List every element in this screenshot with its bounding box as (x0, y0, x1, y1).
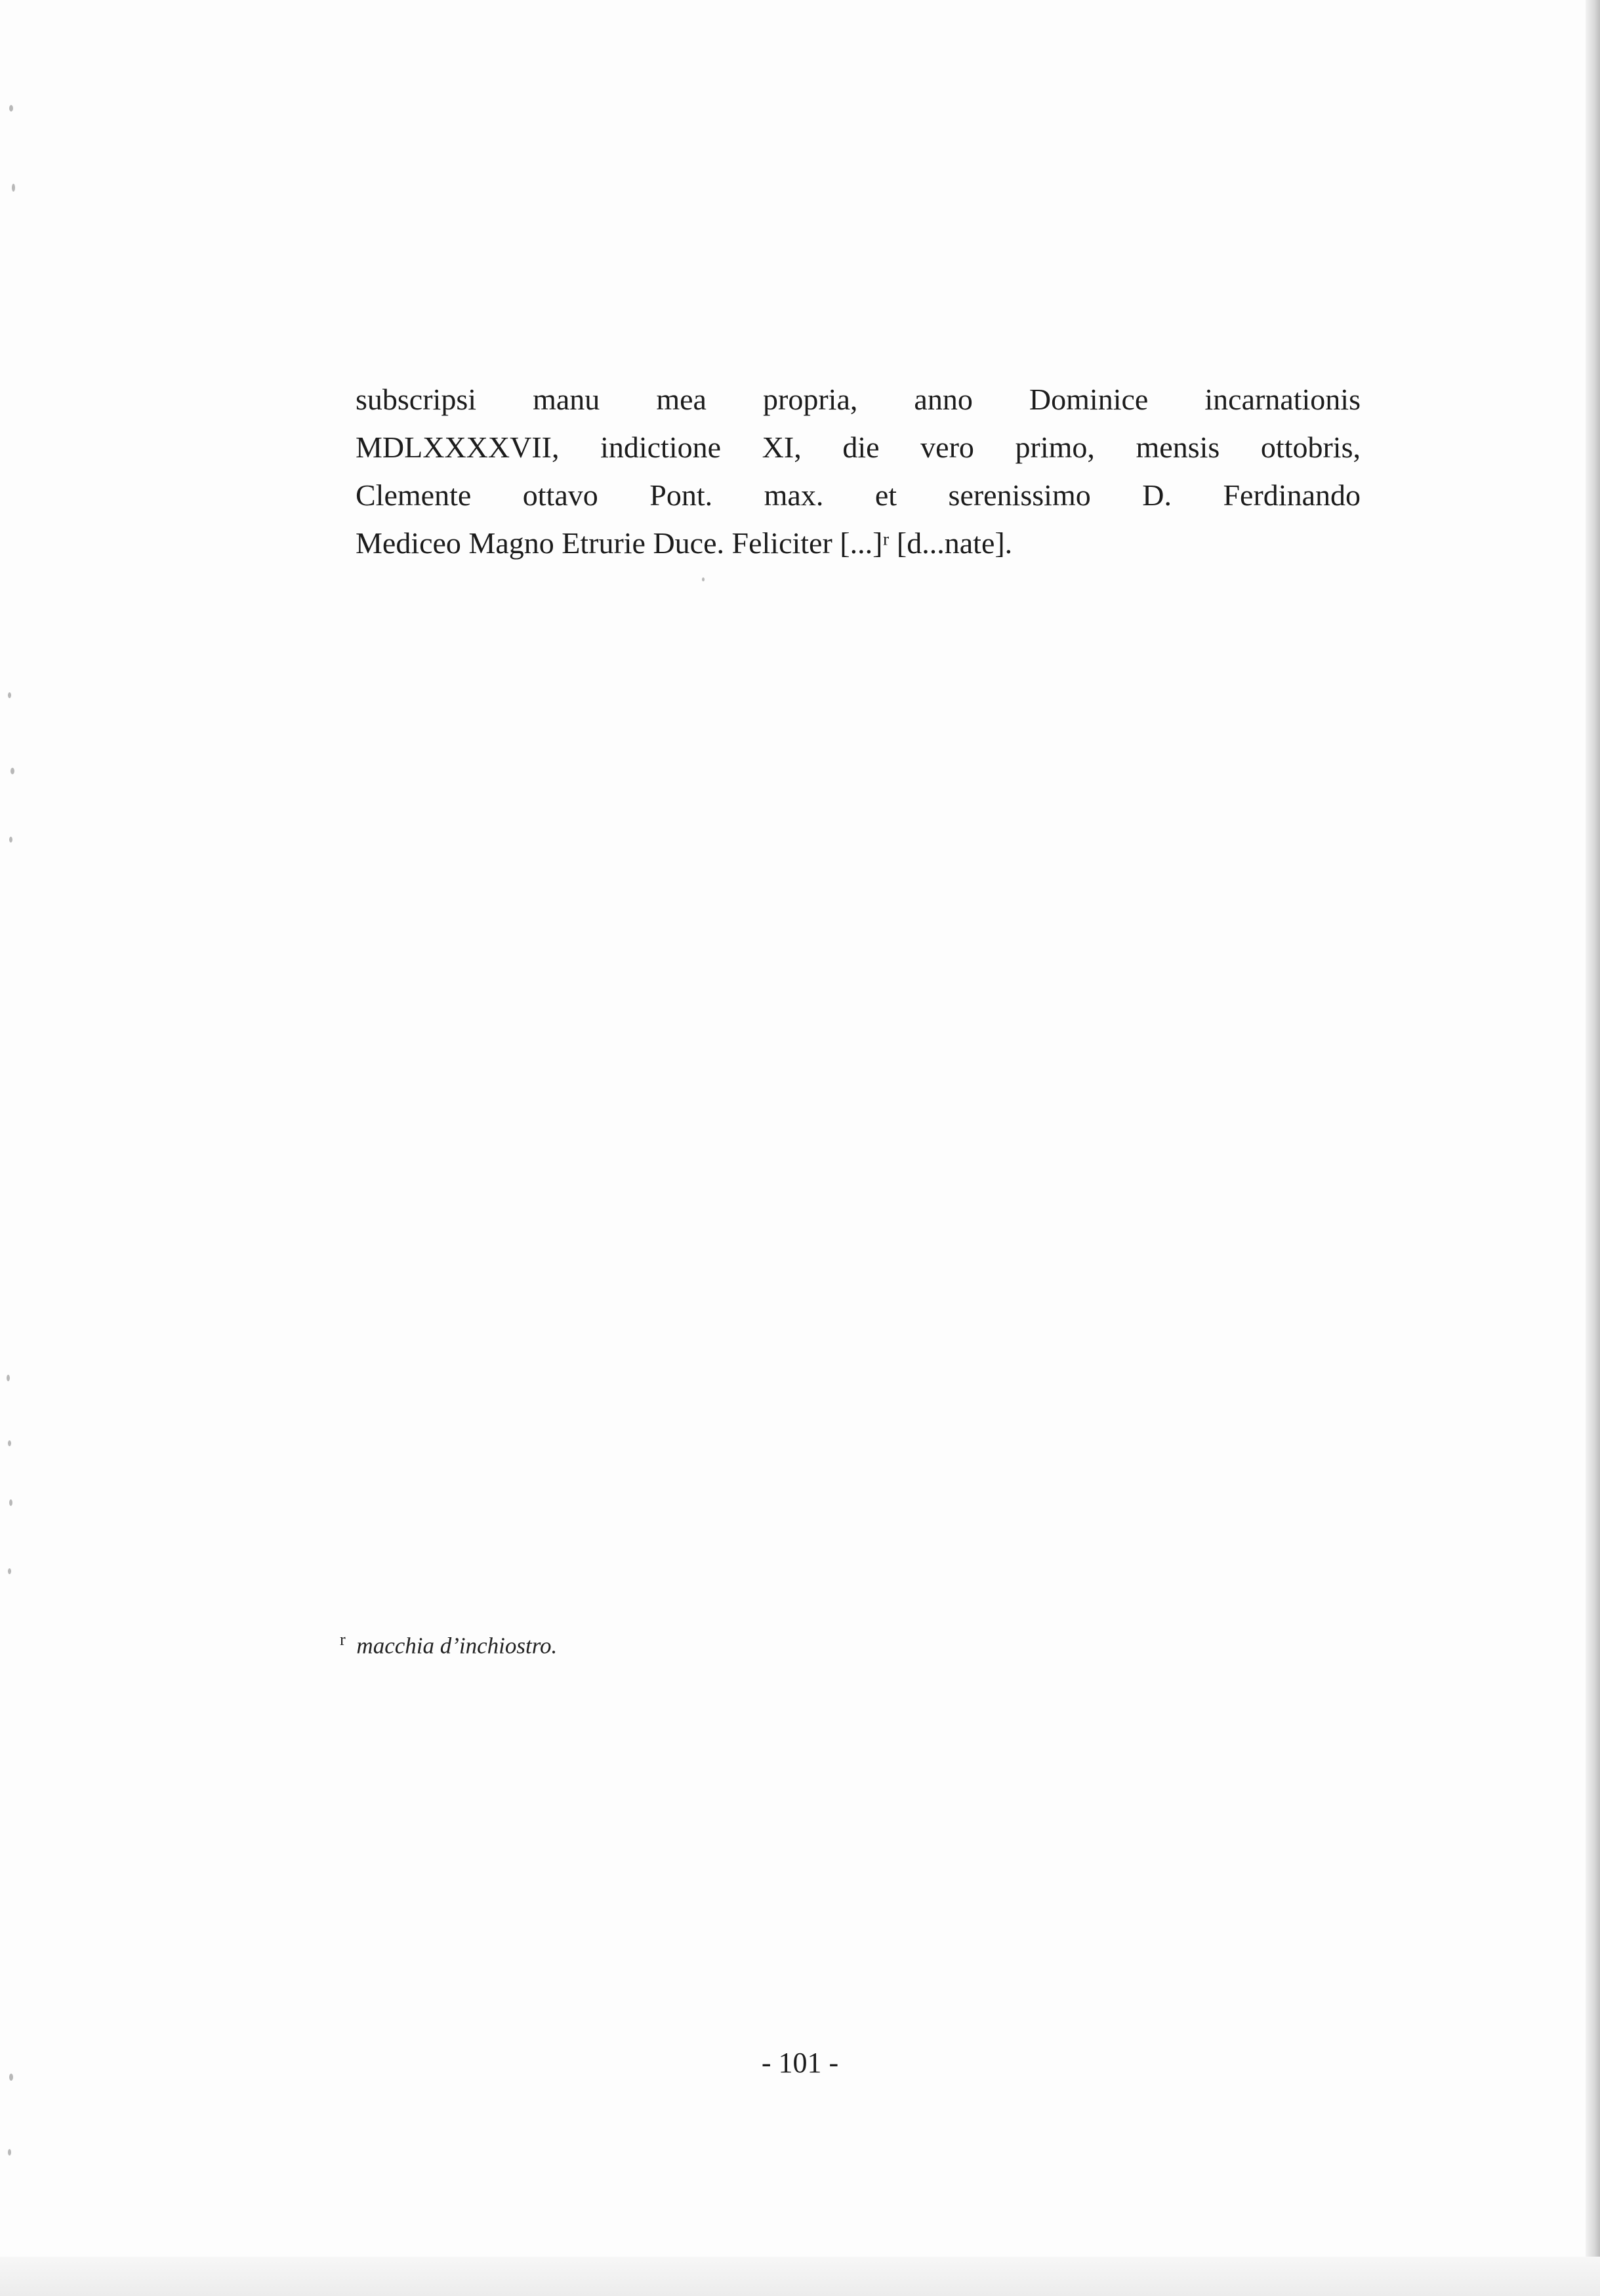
footnote-text: macchia d’inchiostro. (356, 1633, 558, 1659)
scan-speck (12, 184, 15, 192)
body-paragraph (356, 375, 1361, 567)
scan-speck (9, 105, 13, 112)
footnote-mark: r (340, 1630, 346, 1649)
scan-speck (8, 1440, 11, 1446)
body-line: MDLXXXXVII, indictione XI, die vero primo, mensis ottobris, (356, 430, 1361, 464)
scan-edge-bottom (0, 2257, 1600, 2296)
scan-speck (7, 1375, 10, 1381)
scan-speck (10, 768, 14, 774)
body-line: Mediceo Magno Etrurie Duce. Feliciter [...]ʳ [d...nate]. (356, 526, 1013, 560)
scan-speck (9, 837, 12, 843)
scan-edge-right (1586, 0, 1600, 2296)
body-line: Clemente ottavo Pont. max. et serenissimo D. Ferdinando (356, 478, 1361, 512)
scan-speck (9, 1499, 12, 1506)
scan-speck (8, 2149, 11, 2156)
body-line: subscripsi manu mea propria, anno Dominice incarnationis (356, 383, 1361, 416)
footnote (340, 1630, 557, 1659)
scan-speck (8, 692, 11, 698)
scan-speck (8, 1568, 11, 1574)
scan-speck (702, 577, 705, 581)
page-number: - 101 - (761, 2047, 839, 2079)
